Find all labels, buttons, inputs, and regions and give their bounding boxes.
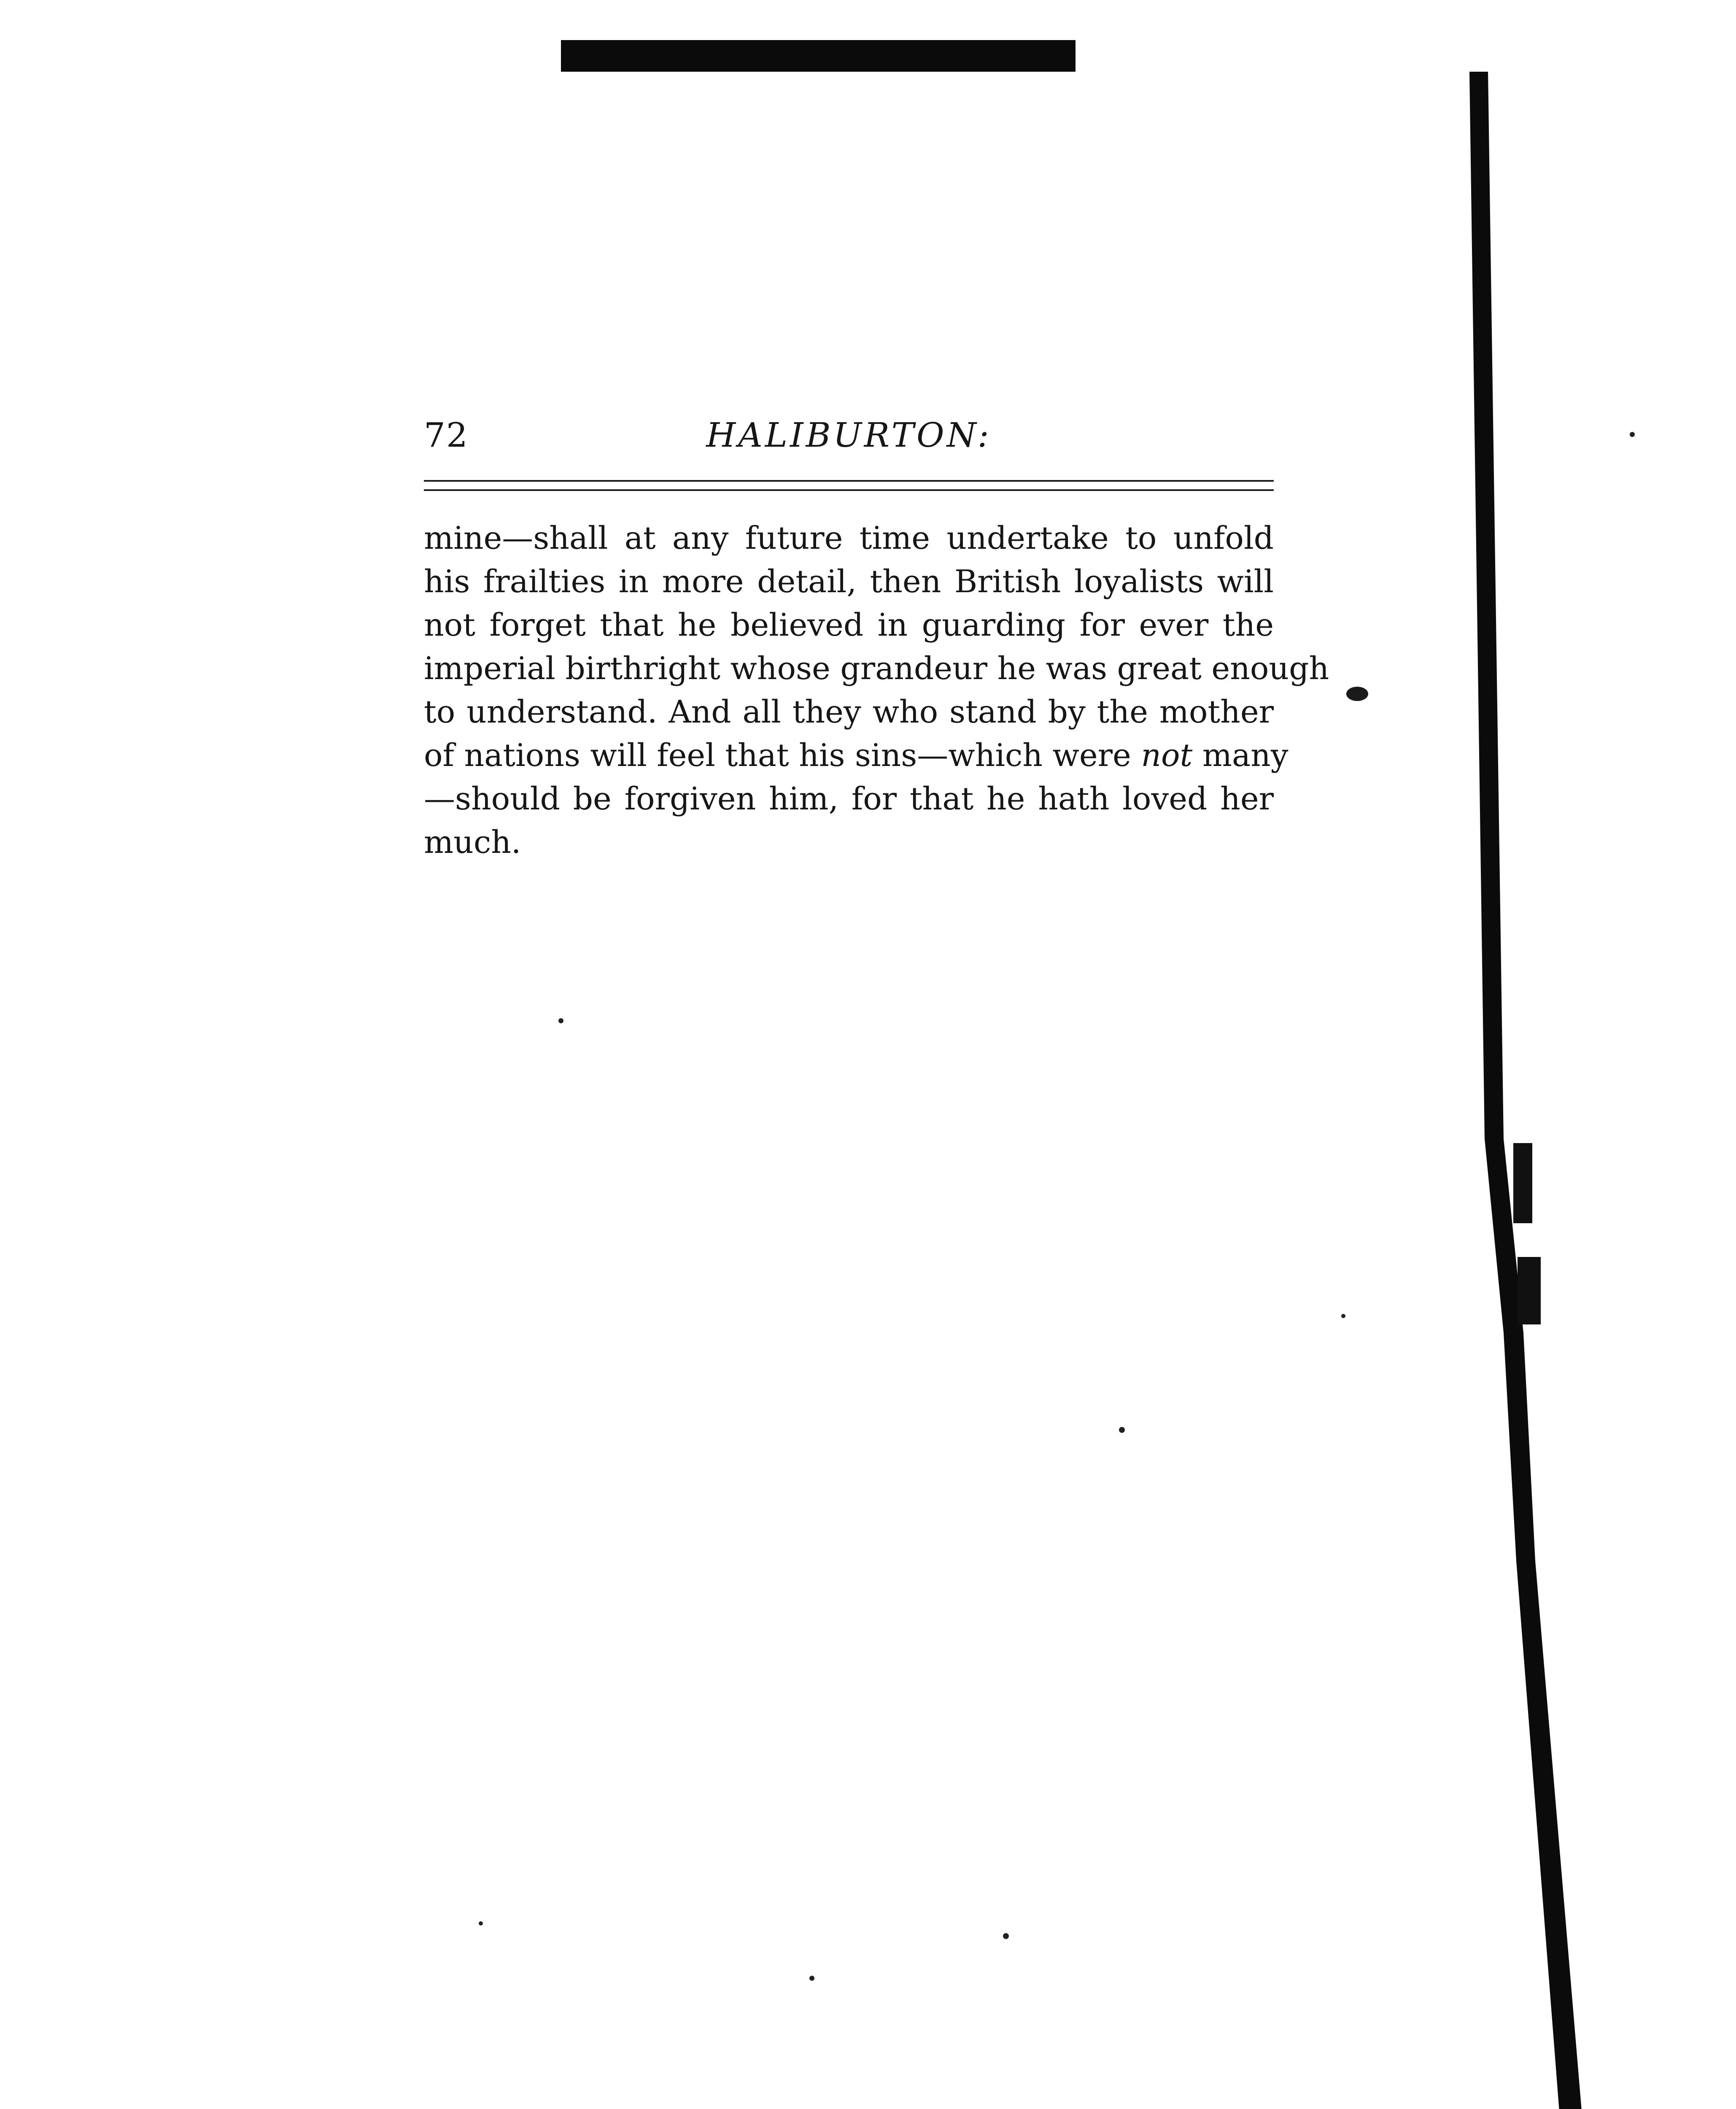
- running-header: [424, 411, 1274, 458]
- text-line: much.: [424, 824, 521, 860]
- header-rule-upper: [424, 480, 1274, 482]
- text-line: imperial birthright whose grandeur he was great enough: [424, 650, 1329, 687]
- text-segment: many: [1192, 737, 1289, 774]
- text-line: to understand. And all they who stand by the mother: [424, 694, 1274, 730]
- text-line: [424, 734, 1289, 777]
- text-line: not forget that he believed in guarding for ever the: [424, 607, 1274, 643]
- page-number: 72: [424, 415, 469, 455]
- text-line: mine—shall at any future time undertake to unfold: [424, 520, 1274, 556]
- text-segment: of nations will feel that his sins—which were: [424, 737, 1141, 774]
- running-title: HALIBURTON:: [706, 415, 992, 455]
- header-rule-lower: [424, 489, 1274, 491]
- italic-emphasis: not: [1141, 737, 1193, 774]
- top-edge-bar: [561, 40, 1076, 72]
- text-line: —should be forgiven him, for that he hath loved her: [424, 781, 1274, 817]
- text-line: his frailties in more detail, then British loyalists will: [424, 564, 1274, 600]
- body-paragraph: [424, 517, 1329, 864]
